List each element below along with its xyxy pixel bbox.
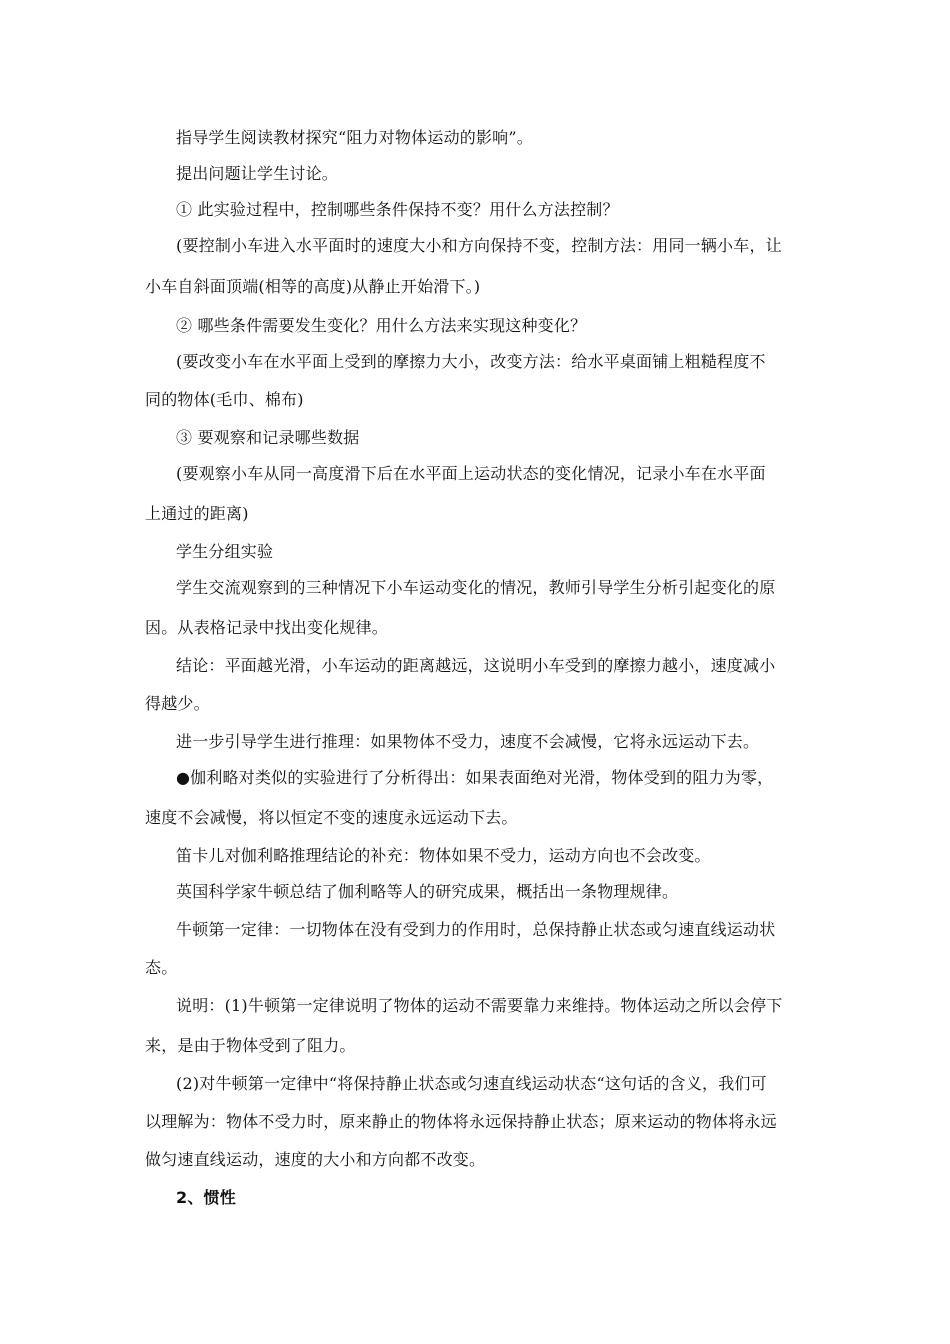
paragraph-line: 笛卡儿对伽利略推理结论的补充：物体如果不受力，运动方向也不会改变。 xyxy=(176,846,711,865)
answer-3-line: 上通过的距离) xyxy=(145,504,249,523)
explanation-line: 来，是由于物体受到了阻力。 xyxy=(145,1036,356,1055)
newton-law-line: 牛顿第一定律：一切物体在没有受到力的作用时，总保持静止状态或匀速直线运动状 xyxy=(176,920,776,939)
answer-2-line: (要改变小车在水平面上受到的摩擦力大小，改变方法：给水平桌面铺上粗糙程度不 xyxy=(176,352,766,371)
explanation-line: (2)对牛顿第一定律中“将保持静止状态或匀速直线运动状态“这句话的含义，我们可 xyxy=(176,1074,767,1093)
galileo-line: 速度不会减慢，将以恒定不变的速度永远运动下去。 xyxy=(145,808,518,827)
galileo-line: ●伽利略对类似的实验进行了分析得出：如果表面绝对光滑，物体受到的阻力为零， xyxy=(176,768,774,787)
conclusion-line: 得越少。 xyxy=(145,694,210,713)
question-1: ① 此实验过程中，控制哪些条件保持不变？用什么方法控制？ xyxy=(176,200,619,219)
paragraph-line: 因。从表格记录中找出变化规律。 xyxy=(145,618,389,637)
answer-3-line: (要观察小车从同一高度滑下后在水平面上运动状态的变化情况，记录小车在水平面 xyxy=(176,464,766,483)
paragraph-line: 学生分组实验 xyxy=(176,542,274,561)
newton-law-line: 态。 xyxy=(145,958,178,977)
conclusion-line: 结论：平面越光滑，小车运动的距离越远，这说明小车受到的摩擦力越小，速度减小 xyxy=(176,656,776,675)
answer-2-line: 同的物体(毛巾、棉布) xyxy=(145,390,304,409)
answer-1-line: 小车自斜面顶端(相等的高度)从静止开始滑下。) xyxy=(145,277,481,296)
section-heading: 2、惯性 xyxy=(176,1188,236,1207)
paragraph-line: 提出问题让学生讨论。 xyxy=(176,164,339,183)
question-3: ③ 要观察和记录哪些数据 xyxy=(176,428,360,447)
paragraph-line: 指导学生阅读教材探究“阻力对物体运动的影响”。 xyxy=(176,128,533,147)
question-2: ② 哪些条件需要发生变化？用什么方法来实现这种变化？ xyxy=(176,316,587,335)
explanation-line: 做匀速直线运动，速度的大小和方向都不改变。 xyxy=(145,1150,486,1169)
answer-1-line: (要控制小车进入水平面时的速度大小和方向保持不变，控制方法：用同一辆小车，让 xyxy=(176,236,782,255)
explanation-line: 说明：(1)牛顿第一定律说明了物体的运动不需要靠力来维持。物体运动之所以会停下 xyxy=(176,996,783,1015)
paragraph-line: 学生交流观察到的三种情况下小车运动变化的情况，教师引导学生分析引起变化的原 xyxy=(176,578,776,597)
paragraph-line: 英国科学家牛顿总结了伽利略等人的研究成果，概括出一条物理规律。 xyxy=(176,882,679,901)
explanation-line: 以理解为：物体不受力时，原来静止的物体将永远保持静止状态；原来运动的物体将永远 xyxy=(145,1112,777,1131)
paragraph-line: 进一步引导学生进行推理：如果物体不受力，速度不会减慢，它将永远运动下去。 xyxy=(176,732,760,751)
